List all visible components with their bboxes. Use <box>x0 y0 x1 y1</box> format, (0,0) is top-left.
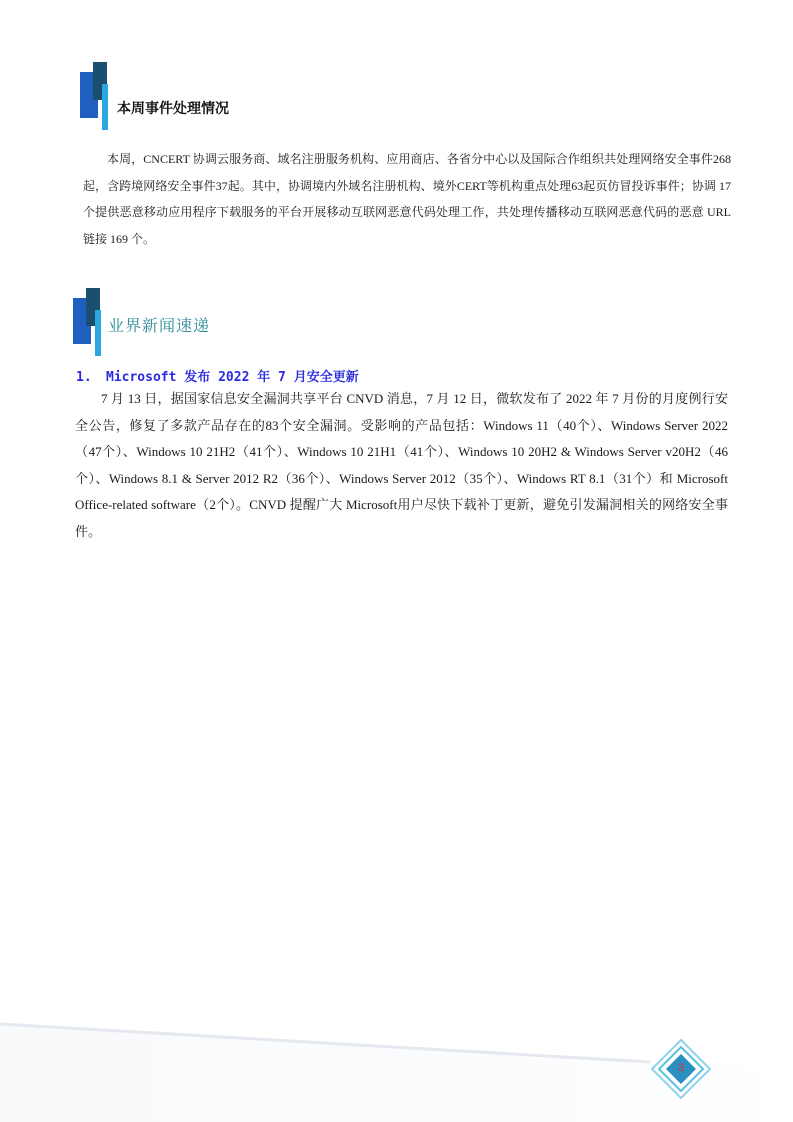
section1-decoration <box>80 62 112 132</box>
section1-paragraph: 本周，CNCERT 协调云服务商、域名注册服务机构、应用商店、各省分中心以及国际合作组织共处理网络安全事件268起，含跨境网络安全事件37起。其中，协调境内外域名注册机构、境外CERT等机构重点处理63起页仿冒投诉事件；协调 17 个提供恶意移动应用程序下载服务的平台开展移动互联网恶意代码处理工作，共处理传播移动互联网恶意代码的恶意 URL 链接 169 个。 <box>83 152 731 246</box>
section2-title: 业界新闻速递 <box>108 316 211 335</box>
news-item-heading <box>76 366 359 385</box>
section1-title: 本周事件处理情况 <box>117 101 229 117</box>
news-item-number: 1. <box>76 370 92 385</box>
section2-decoration <box>73 288 105 358</box>
page-number: 3 <box>677 1062 685 1074</box>
news-item-paragraph: 7 月 13 日，据国家信息安全漏洞共享平台 CNVD 消息，7 月 12 日，微软发布了 2022 年 7 月份的月度例行安全公告，修复了多款产品存在的83个安全漏洞。受影响的产品包括：Windows 11（40个）、Windows Server 2022（47个）、Windows 10 21H2（41个）、Windows 10 21H1（41个）、Windows 10 20H2 & Windows Server v20H2（46个）、Windows 8.1 & Server 2012 R2（36个）、Windows Server 2012（35个）、Windows RT 8.1（31个）和 Microsoft Office-related software（2个）。CNVD 提醒广大 Microsoft用户尽快下载补丁更新，避免引发漏洞相关的网络安全事件。 <box>75 391 728 539</box>
news-item-title: Microsoft 发布 2022 年 7 月安全更新 <box>106 370 359 385</box>
